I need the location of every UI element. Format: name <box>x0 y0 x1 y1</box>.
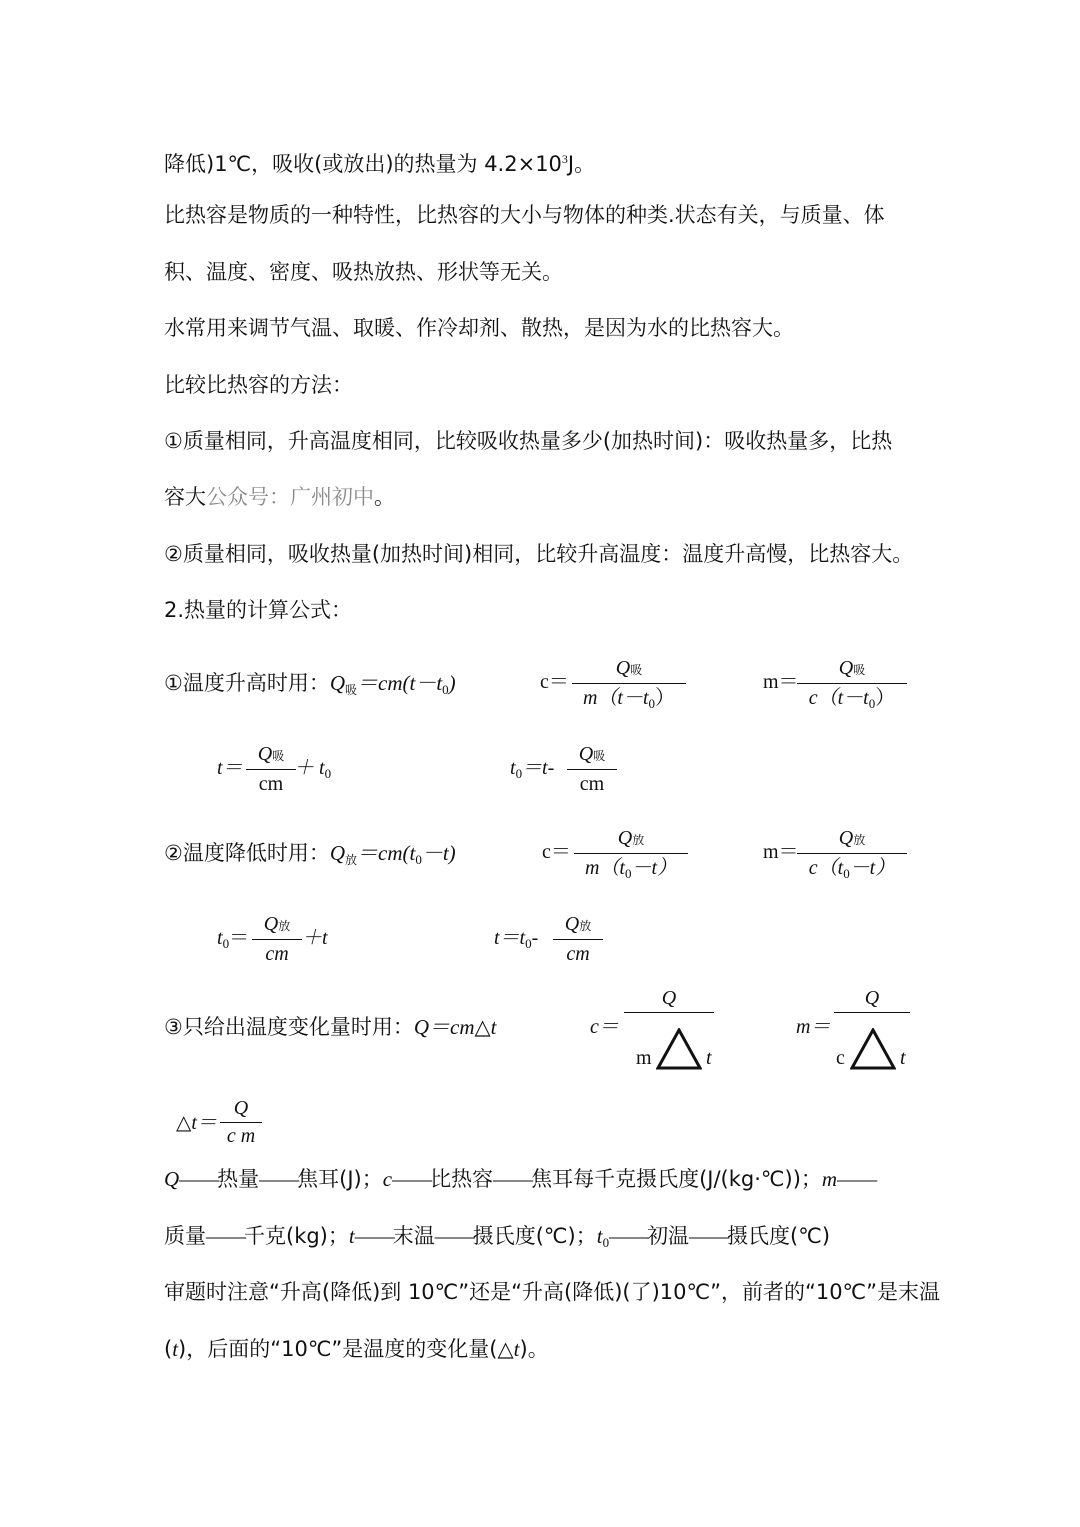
denominator: cm <box>258 773 284 795</box>
denominator <box>574 856 688 886</box>
symbol-q: Q <box>329 841 345 865</box>
formula-body: ＋ t <box>294 757 325 779</box>
formula-rise-c-fraction <box>572 656 686 714</box>
text-segment: 。 <box>374 485 395 509</box>
dash: —— <box>179 1167 218 1191</box>
delta-triangle-icon <box>656 1028 702 1070</box>
dash: —— <box>392 1167 431 1191</box>
formula-rise-m-fraction <box>797 656 907 714</box>
quantity-unit: 焦耳每千克摄氏度(J/(kg·℃))； <box>531 1167 822 1191</box>
formula-rise-t-right <box>294 755 331 787</box>
symbol-m: m <box>821 1167 838 1191</box>
denominator: m <box>636 1047 652 1069</box>
formula-rise-m-left: m＝ <box>763 671 799 693</box>
fraction-bar <box>834 1012 910 1013</box>
symbol-q: Q <box>617 827 633 849</box>
formula-body: t＝t <box>494 927 526 949</box>
subscript: 放 <box>579 919 592 933</box>
symbol-q: Q <box>164 1167 180 1191</box>
formula-body: －t） <box>849 857 896 879</box>
symbol-q: Q <box>838 657 854 679</box>
quantity-unit: 摄氏度(℃)； <box>472 1224 597 1248</box>
formula-fall-m-left: m＝ <box>763 841 799 863</box>
subscript: 0 <box>602 1235 610 1250</box>
numerator <box>797 826 907 852</box>
dash: —— <box>609 1224 648 1248</box>
dash: —— <box>689 1224 728 1248</box>
dash: —— <box>354 1224 393 1248</box>
formula-body: c（t <box>808 857 844 879</box>
fraction-bar <box>797 853 907 854</box>
subscript: 放 <box>345 853 358 867</box>
quantity-unit: 摄氏度(℃) <box>727 1224 831 1248</box>
subscript: 0 <box>868 696 876 711</box>
formula-rise-t-left: t＝ <box>217 757 243 779</box>
subscript: 0 <box>624 866 632 881</box>
subscript: 吸 <box>593 749 606 763</box>
formula-fall-c-left: c＝ <box>542 841 571 863</box>
denominator <box>797 856 907 886</box>
formula-body: cm <box>265 943 289 965</box>
numerator <box>797 656 907 682</box>
formula-body: - <box>531 927 539 949</box>
formula-fall-main <box>164 838 456 875</box>
symbol-q: Q <box>564 913 580 935</box>
denominator <box>553 942 603 966</box>
text-segment: )，后面的“10℃”是温度的变化量(△ <box>178 1337 514 1361</box>
formula-body: －t) <box>421 841 456 865</box>
denominator: c m <box>226 1125 256 1147</box>
formula-rise-t-fraction <box>246 742 296 800</box>
formula-fall-c-fraction <box>574 826 688 884</box>
fraction-bar <box>220 1122 262 1123</box>
subscript: 吸 <box>630 663 643 677</box>
text-line <box>164 144 595 179</box>
denominator <box>572 686 686 716</box>
formula-delta-t-left: △t＝ <box>176 1112 217 1134</box>
fraction-bar <box>797 683 907 684</box>
subscript: 0 <box>525 936 532 951</box>
symbol-t: t <box>172 1337 179 1361</box>
text-line <box>164 1334 549 1364</box>
denominator <box>252 942 302 966</box>
numerator <box>572 656 686 682</box>
watermark-text: 公众号：广州初中 <box>206 485 374 509</box>
fraction-bar <box>567 769 617 770</box>
subscript: 放 <box>278 919 291 933</box>
formula-fall-t0-fraction <box>252 912 302 970</box>
dash: —— <box>837 1167 876 1191</box>
fraction-bar <box>252 939 302 940</box>
numerator <box>246 742 296 768</box>
numerator: Q <box>661 987 677 1009</box>
quantity-name: 初温 <box>647 1224 690 1248</box>
formula-fall-m-fraction <box>797 826 907 884</box>
formula-body: ） <box>875 687 896 709</box>
subscript: 0 <box>415 852 422 867</box>
numerator <box>574 826 688 852</box>
subscript: 吸 <box>853 663 866 677</box>
formula-body: －t） <box>631 857 678 879</box>
denominator: t <box>900 1047 906 1069</box>
formula-delta-t-fraction <box>220 1096 262 1150</box>
subscript: 0 <box>222 936 230 951</box>
formula-body: ＝t- <box>522 757 555 779</box>
text-line: 比热容是物质的一种特性，比热容的大小与物体的种类.状态有关，与质量、体 <box>164 203 885 227</box>
section-heading: 2.热量的计算公式： <box>164 598 353 622</box>
formula-body: Q＝cm△t <box>413 1015 497 1039</box>
symbol-q: Q <box>329 671 345 695</box>
quantity-name: 热量 <box>217 1167 260 1191</box>
text-line: ①质量相同，升高温度相同，比较吸收热量多少(加热时间)：吸收热量多，比热 <box>164 429 893 453</box>
fraction-bar <box>574 853 688 854</box>
symbol-legend <box>164 1164 875 1194</box>
fraction-bar <box>572 683 686 684</box>
quantity-name: 比热容 <box>430 1167 494 1191</box>
subscript: 放 <box>853 833 866 847</box>
symbol-q: Q <box>615 657 631 679</box>
formula-body: cm <box>566 943 590 965</box>
subscript: 放 <box>632 833 645 847</box>
formula-fall-t0-right: ＋t <box>302 927 328 949</box>
numerator: Q <box>864 987 880 1009</box>
denominator: t <box>706 1047 712 1069</box>
delta-triangle-icon <box>850 1028 896 1070</box>
denominator: c <box>836 1047 845 1069</box>
text-segment: ( <box>164 1337 173 1361</box>
formula-body: t <box>217 927 223 949</box>
formula-body: ） <box>655 687 676 709</box>
formula-fall-t0-left <box>217 925 249 957</box>
quantity-unit: 焦耳(J)； <box>297 1167 383 1191</box>
numerator <box>553 912 603 938</box>
quantity-name: 末温 <box>392 1224 435 1248</box>
formula-delta-m-left: m＝ <box>796 1016 831 1038</box>
fraction-bar <box>553 939 603 940</box>
formula-body: m（t－t <box>582 687 649 709</box>
formula-delta-c-fraction <box>624 986 714 1076</box>
text-segment: 降低)1℃，吸收(或放出)的热量为 4.2×10 <box>164 152 562 176</box>
fraction-bar <box>246 769 296 770</box>
subscript: 0 <box>515 766 523 781</box>
formula-body: m（t <box>584 857 625 879</box>
symbol-q: Q <box>263 913 279 935</box>
subscript: 0 <box>442 682 449 697</box>
text-segment: )。 <box>519 1337 549 1361</box>
quantity-unit: 千克(kg)； <box>244 1224 349 1248</box>
subscript: 0 <box>648 696 656 711</box>
text-line: 水常用来调节气温、取暖、作冷却剂、散热，是因为水的比热容大。 <box>164 316 794 340</box>
quantity-name: 质量 <box>164 1224 206 1248</box>
formula-fall-t-left <box>494 925 538 957</box>
symbol-t0: t <box>596 1224 603 1248</box>
text-segment: J。 <box>567 152 596 176</box>
text-line: 比较比热容的方法： <box>164 373 353 397</box>
exponent: 3 <box>561 152 568 166</box>
symbol-legend <box>164 1221 830 1258</box>
formula-delta-c-left: c＝ <box>590 1016 619 1038</box>
symbol-t: t <box>348 1224 355 1248</box>
formula-body: ＝cm(t－t <box>357 671 443 695</box>
subscript: 吸 <box>345 683 358 697</box>
text-line: 积、温度、密度、吸热放热、形状等无关。 <box>164 260 563 284</box>
subscript: 0 <box>843 866 850 881</box>
symbol-t: t <box>513 1337 520 1361</box>
dash: —— <box>259 1167 298 1191</box>
formula-label: ②温度降低时用： <box>164 841 330 865</box>
formula-delta-m-fraction <box>834 986 910 1076</box>
formula-body: ＝ <box>229 927 250 949</box>
numerator: Q <box>233 1097 249 1119</box>
formula-rise-c-left: c＝ <box>540 671 569 693</box>
numerator <box>252 912 302 938</box>
subscript: 0 <box>324 766 332 781</box>
text-line: ②质量相同，吸收热量(加热时间)相同，比较升高温度：温度升高慢，比热容大。 <box>164 542 914 566</box>
formula-delta-main <box>164 1012 496 1042</box>
formula-body: ) <box>448 671 456 695</box>
formula-body: c（t－t <box>808 687 869 709</box>
dash: —— <box>206 1224 244 1248</box>
text-line: 审题时注意“升高(降低)到 10℃”还是“升高(降低)(了)10℃”，前者的“10℃”是末温 <box>164 1280 941 1304</box>
subscript: 吸 <box>272 749 285 763</box>
dash: —— <box>434 1224 473 1248</box>
formula-rise-t0-left <box>510 755 554 787</box>
symbol-q: Q <box>578 743 594 765</box>
dash: —— <box>493 1167 532 1191</box>
formula-rise-main <box>164 668 456 705</box>
formula-body: t <box>510 757 516 779</box>
denominator <box>797 686 907 716</box>
symbol-q: Q <box>257 743 273 765</box>
formula-label: ①温度升高时用： <box>164 671 330 695</box>
text-line <box>164 482 395 512</box>
symbol-c: c <box>382 1167 393 1191</box>
formula-rise-t0-fraction <box>567 742 617 800</box>
formula-body: ＝cm(t <box>357 841 416 865</box>
formula-label: ③只给出温度变化量时用： <box>164 1015 414 1039</box>
fraction-bar <box>624 1012 714 1013</box>
text-segment: 容大 <box>164 485 206 509</box>
denominator: cm <box>579 773 605 795</box>
formula-fall-t-fraction <box>553 912 603 970</box>
symbol-q: Q <box>838 827 854 849</box>
numerator <box>567 742 617 768</box>
